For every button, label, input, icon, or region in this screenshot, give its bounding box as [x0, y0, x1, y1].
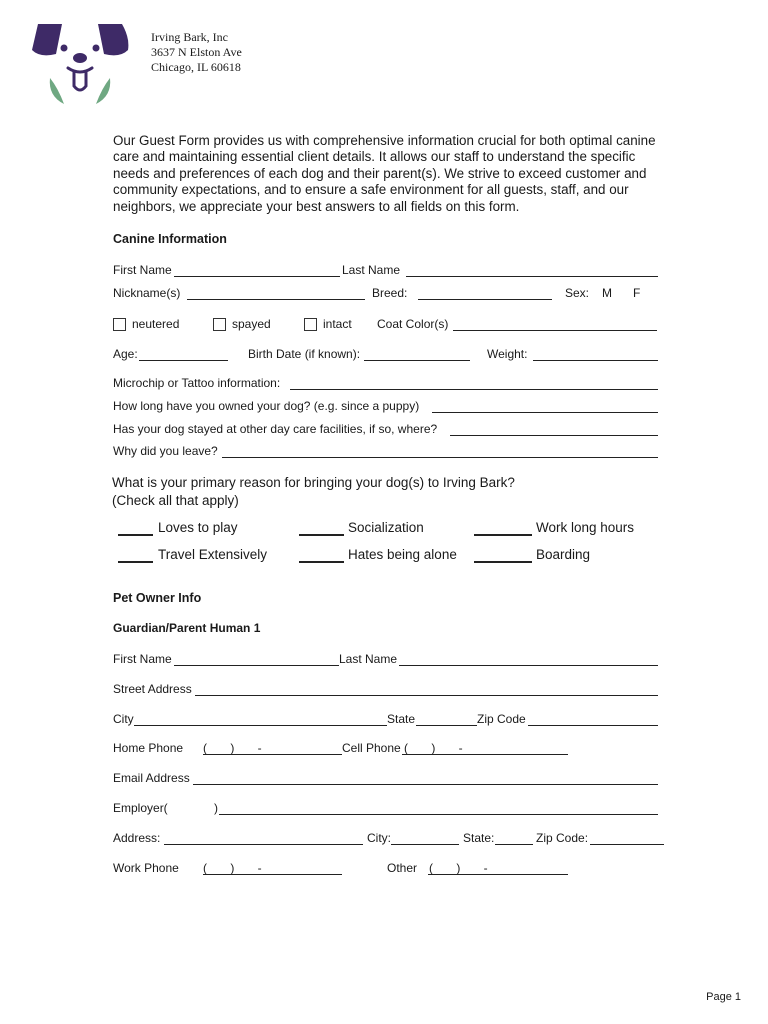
dog-last-name-field[interactable] [406, 276, 658, 277]
city-label: City [113, 712, 134, 726]
home-phone-field[interactable] [203, 754, 342, 755]
breed-field[interactable] [418, 299, 552, 300]
nickname-label: Nickname(s) [113, 286, 181, 300]
city-field[interactable] [134, 725, 387, 726]
birth-date-label: Birth Date (if known): [248, 347, 361, 361]
birth-date-field[interactable] [364, 360, 470, 361]
spayed-label: spayed [232, 317, 271, 331]
how-long-field[interactable] [432, 412, 658, 413]
employer-city-field[interactable] [391, 844, 459, 845]
coat-color-label: Coat Color(s) [377, 317, 449, 331]
employer-state-field[interactable] [495, 844, 533, 845]
neutered-checkbox[interactable] [113, 318, 126, 331]
microchip-field[interactable] [290, 389, 658, 390]
reason-instruction: (Check all that apply) [112, 493, 239, 508]
company-logo [30, 20, 130, 108]
reason-work-hours: Work long hours [536, 520, 635, 535]
employer-close-paren: ) [214, 801, 218, 815]
sex-label: Sex: [565, 286, 590, 300]
intact-checkbox[interactable] [304, 318, 317, 331]
work-phone-field[interactable] [203, 874, 342, 875]
owner-last-name-field[interactable] [399, 665, 658, 666]
sex-option-f[interactable]: F [633, 286, 641, 300]
other-phone-label: Other [387, 861, 418, 875]
work-phone-template: ( ) - [203, 861, 262, 875]
weight-field[interactable] [533, 360, 658, 361]
company-street: 3637 N Elston Ave [151, 45, 242, 59]
dog-first-name-field[interactable] [174, 276, 340, 277]
age-field[interactable] [139, 360, 228, 361]
reason-socialization: Socialization [348, 520, 424, 535]
cell-phone-field[interactable] [402, 754, 568, 755]
other-daycare-field[interactable] [450, 435, 658, 436]
other-phone-template: ( ) - [429, 861, 488, 875]
home-phone-template: ( ) - [203, 741, 262, 755]
company-address [151, 30, 242, 75]
sex-option-m[interactable]: M [602, 286, 612, 300]
cell-phone-template: ( ) - [404, 741, 463, 755]
microchip-label: Microchip or Tattoo information: [113, 376, 281, 390]
reason-travel: Travel Extensively [158, 547, 268, 562]
work-phone-label: Work Phone [113, 861, 179, 875]
reason-boarding: Boarding [536, 547, 591, 562]
other-phone-field[interactable] [428, 874, 568, 875]
reason-socialization-blank[interactable] [299, 534, 344, 536]
employer-label: Employer( [113, 801, 168, 815]
state-label: State [387, 712, 416, 726]
reason-hates-alone-blank[interactable] [299, 561, 344, 563]
street-address-label: Street Address [113, 682, 192, 696]
breed-label: Breed: [372, 286, 408, 300]
owner-first-name-label: First Name [113, 652, 172, 666]
canine-section-heading: Canine Information [113, 232, 227, 246]
state-field[interactable] [416, 725, 477, 726]
coat-color-field[interactable] [453, 330, 657, 331]
owner-section-heading: Pet Owner Info [113, 591, 202, 605]
neutered-label: neutered [132, 317, 180, 331]
company-name: Irving Bark, Inc [151, 30, 228, 44]
reason-work-hours-blank[interactable] [474, 534, 532, 536]
how-long-label: How long have you owned your dog? (e.g. since a puppy) [113, 399, 420, 413]
intact-label: intact [323, 317, 352, 331]
email-field[interactable] [193, 784, 658, 785]
reason-boarding-blank[interactable] [474, 561, 532, 563]
employer-address-field[interactable] [164, 844, 363, 845]
company-city-line: Chicago, IL 60618 [151, 60, 241, 74]
zip-field[interactable] [528, 725, 658, 726]
reason-hates-alone: Hates being alone [348, 547, 457, 562]
reason-loves-play-blank[interactable] [118, 534, 153, 536]
cell-phone-label: Cell Phone [342, 741, 401, 755]
age-label: Age: [113, 347, 138, 361]
dog-last-name-label: Last Name [342, 263, 401, 277]
reason-question: What is your primary reason for bringing your dog(s) to Irving Bark? [112, 475, 515, 490]
employer-field[interactable] [219, 814, 658, 815]
employer-zip-label: Zip Code: [536, 831, 589, 845]
dog-first-name-label: First Name [113, 263, 172, 277]
spayed-checkbox[interactable] [213, 318, 226, 331]
street-address-field[interactable] [195, 695, 658, 696]
reason-loves-play: Loves to play [158, 520, 238, 535]
reason-travel-blank[interactable] [118, 561, 153, 563]
weight-label: Weight: [487, 347, 528, 361]
employer-city-label: City: [367, 831, 391, 845]
employer-zip-field[interactable] [590, 844, 664, 845]
owner-first-name-field[interactable] [174, 665, 339, 666]
zip-label: Zip Code [477, 712, 526, 726]
page-number: Page 1 [706, 991, 741, 1003]
nickname-field[interactable] [187, 299, 365, 300]
home-phone-label: Home Phone [113, 741, 184, 755]
owner-last-name-label: Last Name [339, 652, 398, 666]
email-label: Email Address [113, 771, 190, 785]
intro-paragraph: Our Guest Form provides us with comprehensive information crucial for both optimal canine care and maintaining essential client details. It allows our staff to understand the specific needs and preferences of each dog and their parent(s). We strive to exceed customer and community expectations, and to ensure a safe environment for all guests, staff, and our neighbors, we appreciate your best answers to all fields on this form. [113, 133, 656, 214]
why-leave-label: Why did you leave? [113, 444, 218, 458]
employer-state-label: State: [463, 831, 495, 845]
other-daycare-label: Has your dog stayed at other day care facilities, if so, where? [113, 422, 438, 436]
why-leave-field[interactable] [222, 457, 658, 458]
guardian-subheading: Guardian/Parent Human 1 [113, 621, 261, 635]
employer-address-label: Address: [113, 831, 161, 845]
